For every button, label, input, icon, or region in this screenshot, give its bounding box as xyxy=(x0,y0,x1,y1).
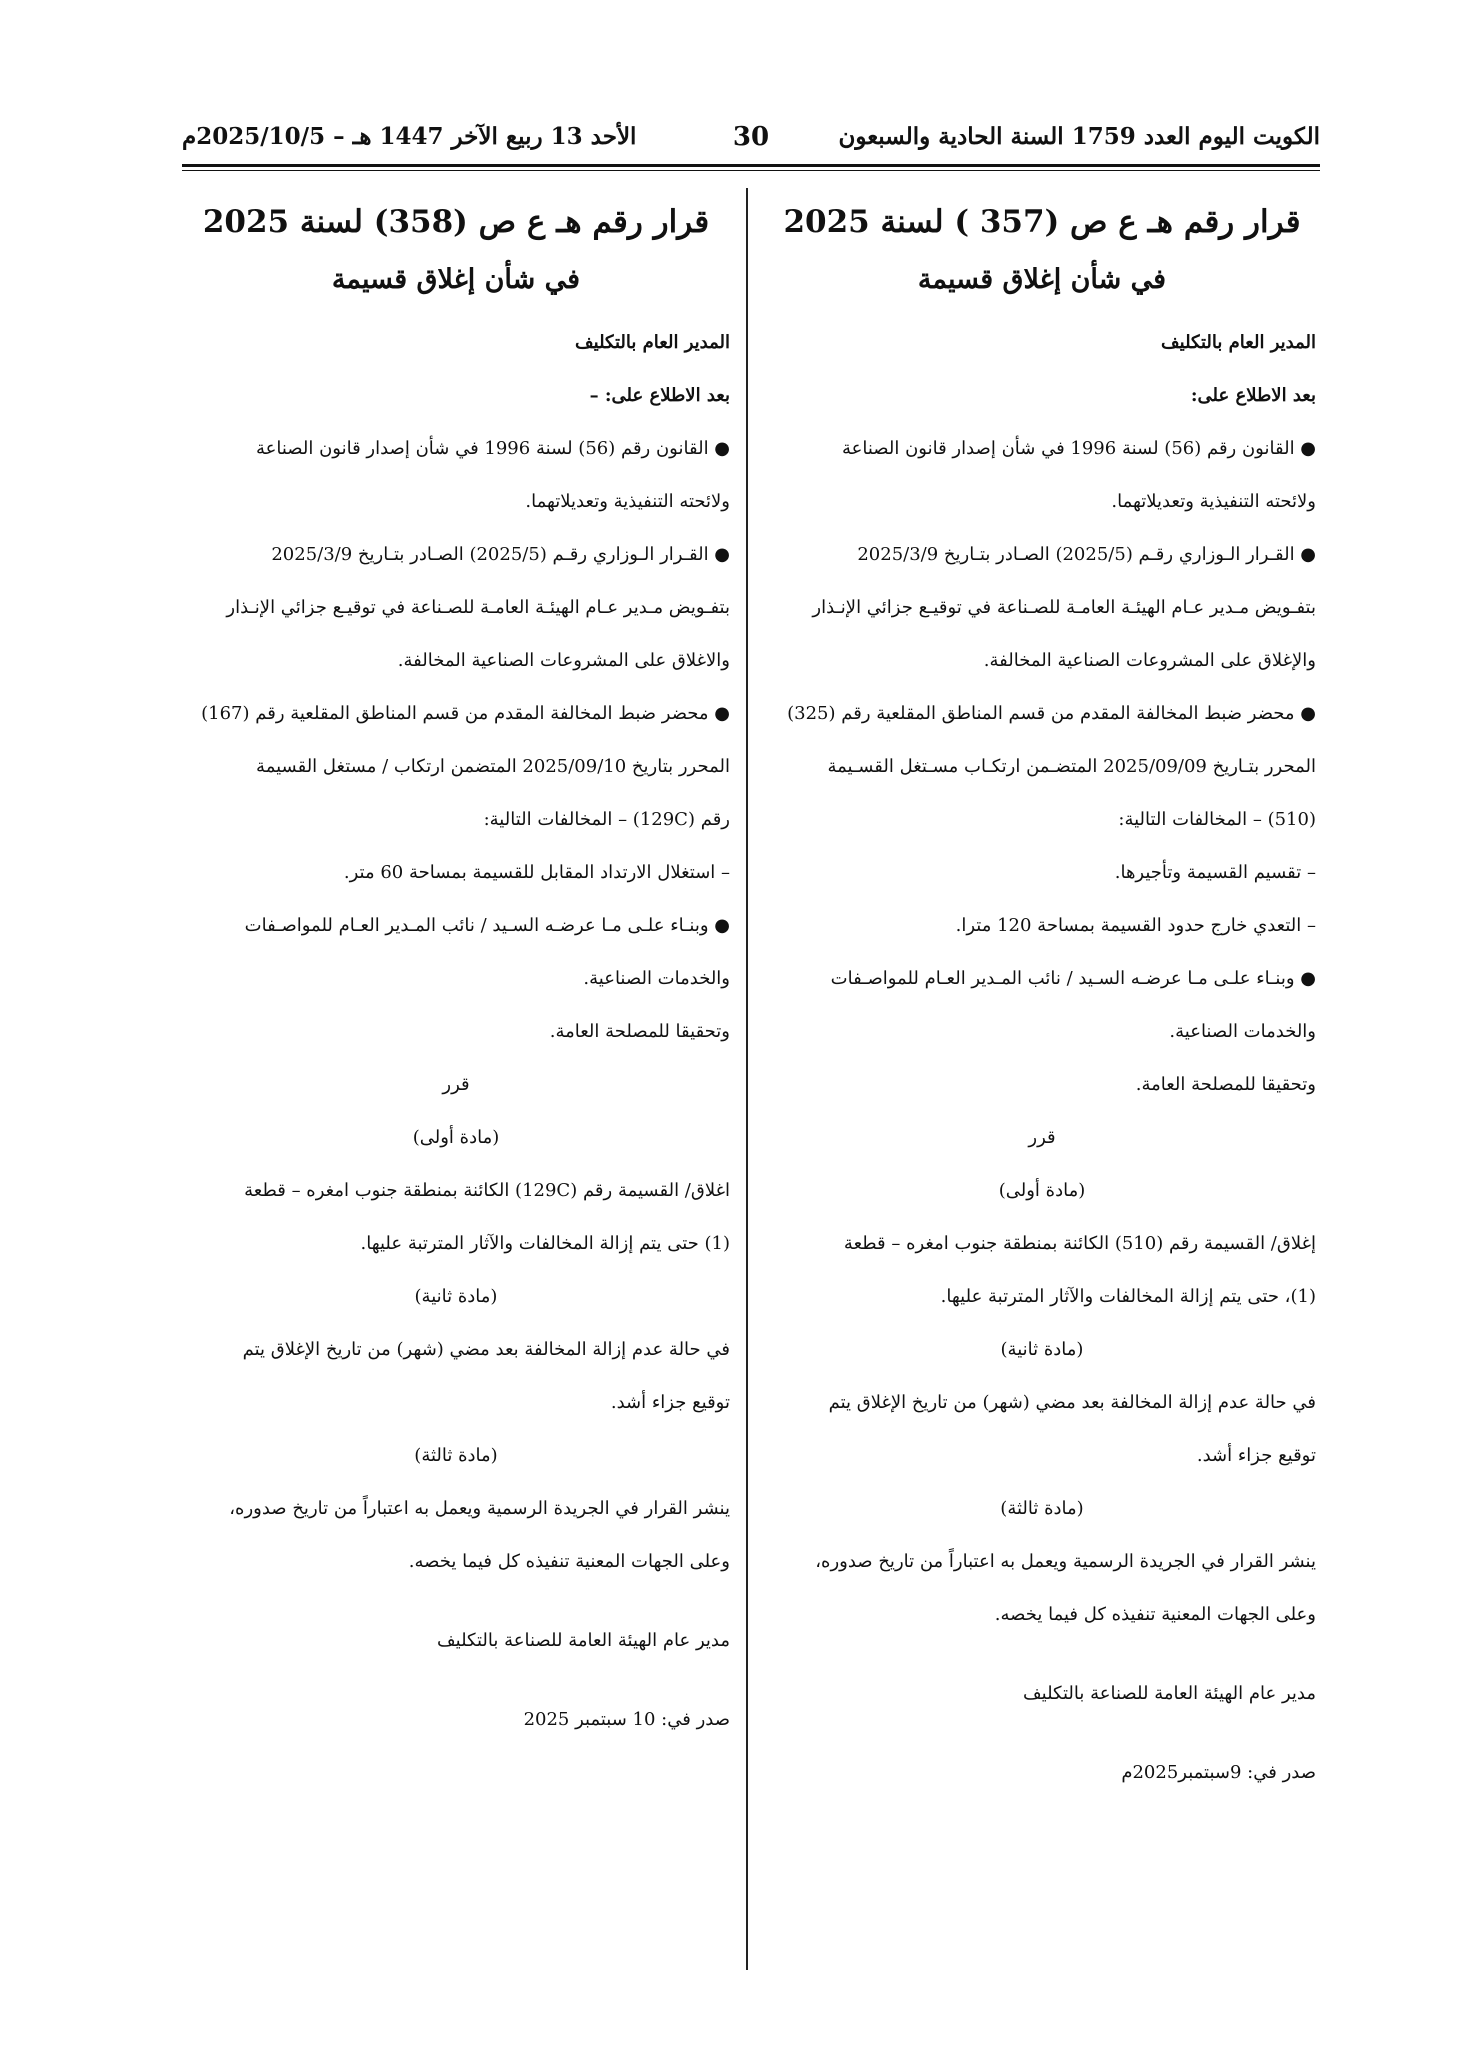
article-3-text-cont: وعلى الجهات المعنية تنفيذه كل فيما يخصه. xyxy=(994,1604,1316,1625)
issuer-line: المدير العام بالتكليف xyxy=(575,332,730,353)
article-3-heading: (مادة ثالثة) xyxy=(1000,1498,1084,1519)
article-1-text: اغلاق/ القسيمة رقم (129C) الكائنة بمنطقة جنوب امغره – قطعة xyxy=(244,1180,730,1201)
law-reference: ● القانون رقم (56) لسنة 1996 في شأن إصدار قانون الصناعة xyxy=(841,438,1316,459)
law-reference-cont: ولائحته التنفيذية وتعديلاتهما. xyxy=(1111,491,1316,512)
article-1-text-cont: (1)، حتى يتم إزالة المخالفات والآثار المترتبة عليها. xyxy=(940,1286,1316,1307)
decision-title: قرار رقم هـ ع ص (357 ) لسنة 2025 xyxy=(783,204,1301,240)
decision-358-column xyxy=(182,182,730,1746)
article-2-text: في حالة عدم إزالة المخالفة بعد مضي (شهر) من تاريخ الإغلاق يتم xyxy=(828,1392,1316,1413)
page-number: 30 xyxy=(732,122,770,152)
article-1-text: إغلاق/ القسيمة رقم (510) الكائنة بمنطقة جنوب امغره – قطعة xyxy=(843,1233,1316,1254)
violation-item: – استغلال الارتداد المقابل للقسيمة بمساحة 60 متر. xyxy=(343,862,730,883)
after-review-line: بعد الاطلاع على: xyxy=(1190,385,1316,406)
article-1-heading: (مادة أولى) xyxy=(998,1180,1086,1201)
public-interest-line: وتحقيقا للمصلحة العامة. xyxy=(549,1021,730,1042)
decision-title: قرار رقم هـ ع ص (358) لسنة 2025 xyxy=(202,204,710,240)
violation-report-cont2: رقم (129C) – المخالفات التالية: xyxy=(483,809,730,830)
violation-report-cont2: (510) – المخالفات التالية: xyxy=(1118,809,1316,830)
violation-item: – التعدي خارج حدود القسيمة بمساحة 120 مترا. xyxy=(955,915,1316,936)
ministerial-reference-cont2: والإغلاق على المشروعات الصناعية المخالفة. xyxy=(983,650,1316,671)
article-2-text: في حالة عدم إزالة المخالفة بعد مضي (شهر) من تاريخ الإغلاق يتم xyxy=(242,1339,730,1360)
issuer-line: المدير العام بالتكليف xyxy=(1161,332,1316,353)
violation-report-cont: المحرر بتـاريخ 2025/09/09 المتضـمن ارتكـاب مسـتغل القسـيمة xyxy=(827,756,1316,777)
signature-line: مدير عام الهيئة العامة للصناعة بالتكليف xyxy=(437,1630,730,1651)
ministerial-reference: ● القـرار الـوزاري رقـم (2025/5) الصـادر بتـاريخ 2025/3/9 xyxy=(271,544,730,565)
issue-date: الأحد 13 ربيع الآخر 1447 هـ – 2025/10/5م xyxy=(182,123,637,150)
header-rule-thin xyxy=(182,170,1320,171)
article-2-text-cont: توقيع جزاء أشد. xyxy=(1196,1445,1316,1466)
public-interest-line: وتحقيقا للمصلحة العامة. xyxy=(1135,1074,1316,1095)
article-3-heading: (مادة ثالثة) xyxy=(414,1445,498,1466)
law-reference: ● القانون رقم (56) لسنة 1996 في شأن إصدار قانون الصناعة xyxy=(255,438,730,459)
article-3-text: ينشر القرار في الجريدة الرسمية ويعمل به اعتباراً من تاريخ صدوره، xyxy=(815,1551,1316,1572)
gazette-issue-info: الكويت اليوم العدد 1759 السنة الحادية والسبعون xyxy=(838,123,1320,150)
decision-subject: في شأن إغلاق قسيمة xyxy=(917,264,1167,295)
ministerial-reference-cont: بتفـويض مـدير عـام الهيئـة العامـة للصـناعة في توقيـع جزائي الإنـذار xyxy=(226,597,730,618)
article-2-heading: (مادة ثانية) xyxy=(1000,1339,1084,1360)
signature-line: مدير عام الهيئة العامة للصناعة بالتكليف xyxy=(1023,1683,1316,1704)
after-review-line: بعد الاطلاع على: – xyxy=(589,385,730,406)
violation-item: – تقسيم القسيمة وتأجيرها. xyxy=(1114,862,1316,883)
header-rule-thick xyxy=(182,164,1320,167)
violation-report-cont: المحرر بتاريخ 2025/09/10 المتضمن ارتكاب / مستغل القسيمة xyxy=(256,756,730,777)
decision-357-column xyxy=(768,182,1316,1799)
ministerial-reference: ● القـرار الـوزاري رقـم (2025/5) الصـادر بتـاريخ 2025/3/9 xyxy=(857,544,1316,565)
issued-date: صدر في: 9سبتمبر2025م xyxy=(1121,1762,1316,1783)
article-1-heading: (مادة أولى) xyxy=(412,1127,500,1148)
decision-subject: في شأن إغلاق قسيمة xyxy=(331,264,581,295)
column-divider xyxy=(746,188,748,1970)
law-reference-cont: ولائحته التنفيذية وتعديلاتهما. xyxy=(525,491,730,512)
violation-report: ● محضر ضبط المخالفة المقدم من قسم المناطق المقلعية رقم (325) xyxy=(787,703,1316,724)
article-1-text-cont: (1) حتى يتم إزالة المخالفات والآثار المترتبة عليها. xyxy=(360,1233,730,1254)
based-on-line-cont: والخدمات الصناعية. xyxy=(1169,1021,1316,1042)
violation-report: ● محضر ضبط المخالفة المقدم من قسم المناطق المقلعية رقم (167) xyxy=(201,703,730,724)
based-on-line: ● وبنـاء علـى مـا عرضـه السـيد / نائب المـدير العـام للمواصـفات xyxy=(830,968,1316,989)
based-on-line-cont: والخدمات الصناعية. xyxy=(583,968,730,989)
issued-date: صدر في: 10 سبتمبر 2025 xyxy=(523,1709,730,1730)
ministerial-reference-cont: بتفـويض مـدير عـام الهيئـة العامـة للصـناعة في توقيـع جزائي الإنـذار xyxy=(812,597,1316,618)
based-on-line: ● وبنـاء علـى مـا عرضـه السـيد / نائب المـدير العـام للمواصـفات xyxy=(244,915,730,936)
article-2-heading: (مادة ثانية) xyxy=(414,1286,498,1307)
ministerial-reference-cont2: والاغلاق على المشروعات الصناعية المخالفة. xyxy=(397,650,730,671)
article-3-text-cont: وعلى الجهات المعنية تنفيذه كل فيما يخصه. xyxy=(408,1551,730,1572)
page-header xyxy=(182,118,1320,158)
decided-heading: قرر xyxy=(1028,1127,1056,1148)
article-3-text: ينشر القرار في الجريدة الرسمية ويعمل به اعتباراً من تاريخ صدوره، xyxy=(229,1498,730,1519)
article-2-text-cont: توقيع جزاء أشد. xyxy=(610,1392,730,1413)
decided-heading: قرر xyxy=(442,1074,470,1095)
